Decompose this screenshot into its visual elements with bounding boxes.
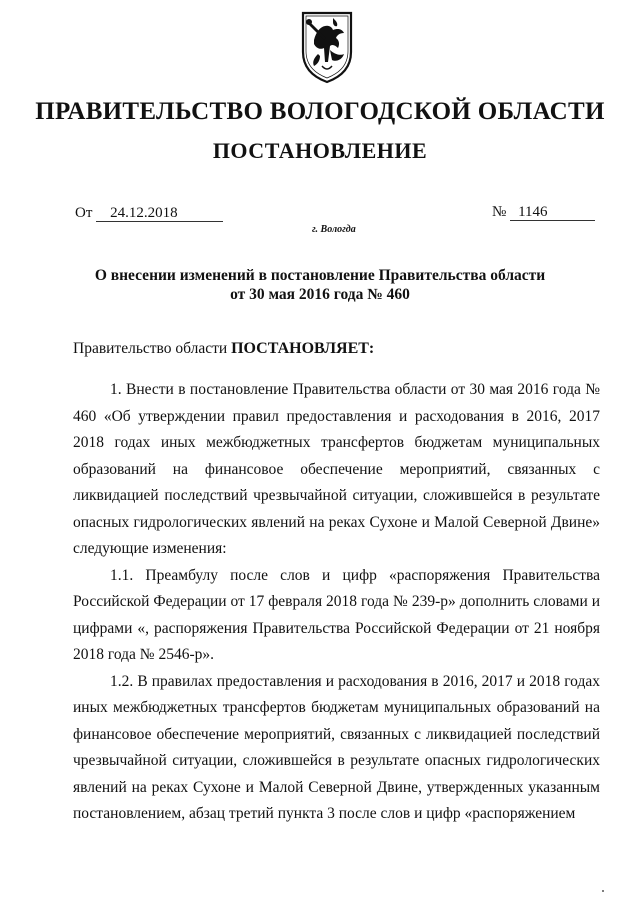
subject-heading <box>60 266 580 304</box>
number-prefix: № <box>492 204 507 220</box>
subject-line: от 30 мая 2016 года № 460 <box>230 286 410 303</box>
intro-emphasis: ПОСТАНОВЛЯЕТ: <box>231 340 375 357</box>
date-prefix: От <box>75 205 93 221</box>
scan-speck <box>602 890 604 892</box>
document-body <box>73 377 600 828</box>
body-paragraph: 1.1. Преамбулу после слов и цифр «распоряжения Правительства Российской Федерации от 17 февраля 2018 года № 239-р» дополнить словами и цифрами «, распоряжения Правительства Российской Федерации от 21 ноября 2018 года № 2546-р». <box>73 566 600 663</box>
government-title: ПРАВИТЕЛЬСТВО ВОЛОГОДСКОЙ ОБЛАСТИ <box>35 98 605 125</box>
document-type-title: ПОСТАНОВЛЕНИЕ <box>212 138 428 163</box>
date-value: 24.12.2018 <box>96 205 223 222</box>
intro-paragraph <box>73 340 374 358</box>
city-label: г. Вологда <box>312 224 356 235</box>
date-field <box>75 205 223 222</box>
intro-text: Правительство области <box>73 340 232 357</box>
body-paragraph: 1. Внести в постановление Правительства области от 30 мая 2016 года № 460 «Об утверждении правил предоставления и расходования в 2016, 2017 2018 годах иных межбюджетных трансфертов бюджетам муниципальных образований на финансовое обеспечение мероприятий, связанных с ликвидацией последствий чрезвычайной ситуации, сложившейся в результате опасных гидрологических явлений на реках Сухоне и Малой Северной Двине» следующие изменения: <box>73 381 600 557</box>
body-paragraph: 1.2. В правилах предоставления и расходования в 2016, 2017 и 2018 годах иных межбюджетных трансфертов бюджетам муниципальных образований на финансовое обеспечение мероприятий, связанных с ликвидацией последствий чрезвычайной ситуации, сложившейся в результате опасных гидрологических явлений на реках Сухоне и Малой Северной Двине, утвержденных указанным постановлением, абзац третий пункта 3 после слов и цифр «распоряжением <box>73 672 600 822</box>
number-field <box>492 204 595 221</box>
number-value: 1146 <box>510 204 595 221</box>
coat-of-arms-icon <box>300 10 354 84</box>
subject-line: О внесении изменений в постановление Правительства области <box>94 267 546 284</box>
